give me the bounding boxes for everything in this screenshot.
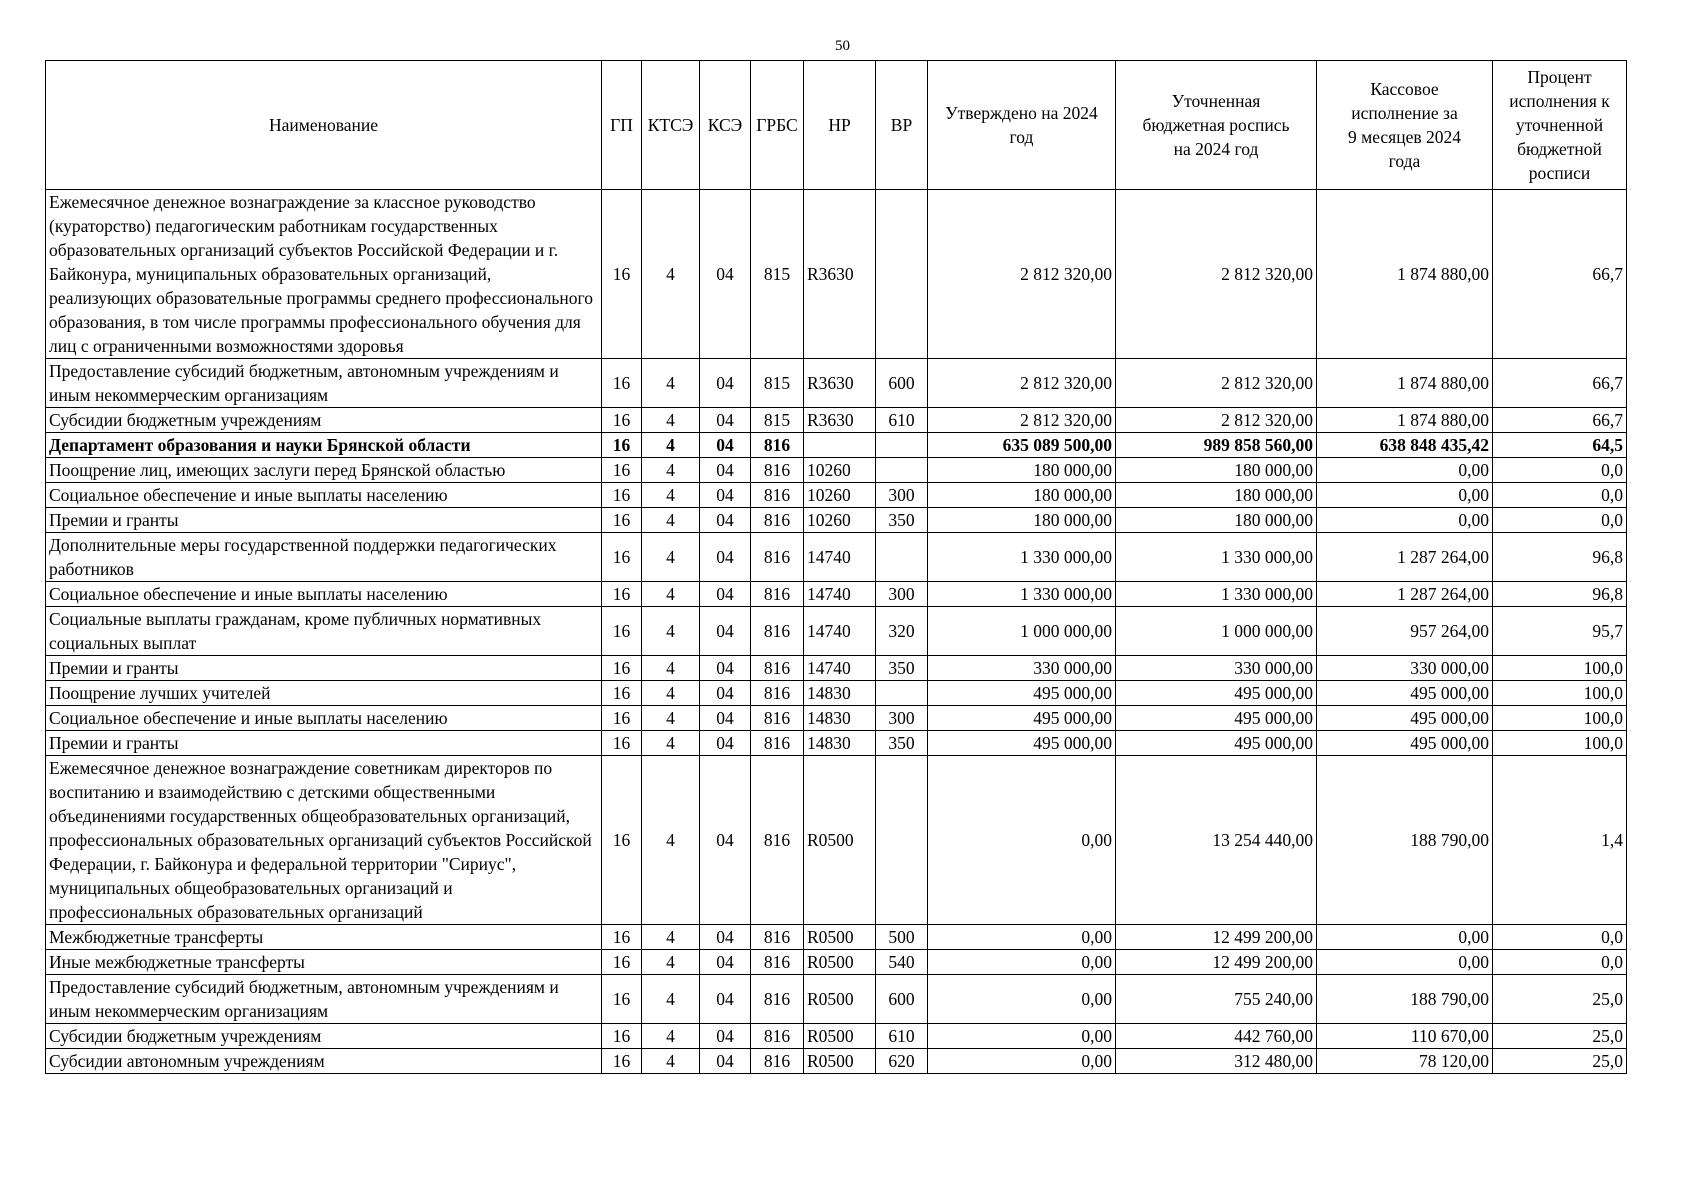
cell-percent: 0,0 — [1493, 508, 1627, 533]
cell-grbs: 816 — [751, 607, 804, 656]
cell-percent: 66,7 — [1493, 190, 1627, 359]
header-approved: Утверждено на 2024 год — [928, 61, 1116, 190]
cell-ktse: 4 — [642, 1049, 700, 1074]
cell-percent: 66,7 — [1493, 408, 1627, 433]
cell-grbs: 816 — [751, 483, 804, 508]
cell-refined: 2 812 320,00 — [1116, 408, 1317, 433]
cell-cash: 1 874 880,00 — [1317, 359, 1493, 408]
header-gp: ГП — [602, 61, 642, 190]
cell-percent: 100,0 — [1493, 731, 1627, 756]
cell-approved: 0,00 — [928, 950, 1116, 975]
cell-kse: 04 — [700, 190, 751, 359]
cell-ktse: 4 — [642, 975, 700, 1024]
cell-gp: 16 — [602, 359, 642, 408]
cell-refined: 442 760,00 — [1116, 1024, 1317, 1049]
cell-gp: 16 — [602, 975, 642, 1024]
table-row — [46, 731, 1627, 756]
cell-cash: 0,00 — [1317, 483, 1493, 508]
cell-cash: 188 790,00 — [1317, 756, 1493, 925]
cell-name: Предоставление субсидий бюджетным, автономным учреждениям и иным некоммерческим организациям — [46, 975, 602, 1024]
cell-kse: 04 — [700, 607, 751, 656]
table-row — [46, 359, 1627, 408]
cell-grbs: 815 — [751, 190, 804, 359]
cell-name: Поощрение лучших учителей — [46, 681, 602, 706]
cell-kse: 04 — [700, 706, 751, 731]
cell-vr — [876, 433, 928, 458]
cell-percent: 100,0 — [1493, 656, 1627, 681]
cell-gp: 16 — [602, 1024, 642, 1049]
cell-approved: 330 000,00 — [928, 656, 1116, 681]
cell-vr: 600 — [876, 359, 928, 408]
cell-grbs: 815 — [751, 408, 804, 433]
cell-np: 14740 — [804, 607, 876, 656]
cell-refined: 1 000 000,00 — [1116, 607, 1317, 656]
cell-grbs: 816 — [751, 925, 804, 950]
cell-approved: 495 000,00 — [928, 681, 1116, 706]
cell-name: Ежемесячное денежное вознаграждение советникам директоров по воспитанию и взаимодействию с детскими общественными объединениями государственных общеобразовательных организаций, профессиональных образовательных организаций субъектов Российской Федерации, г. Байконура и федеральной территории "Сириус", муниципальных общеобразовательных организаций и профессиональных образовательных организаций — [46, 756, 602, 925]
cell-cash: 110 670,00 — [1317, 1024, 1493, 1049]
cell-percent: 64,5 — [1493, 433, 1627, 458]
cell-kse: 04 — [700, 1049, 751, 1074]
cell-name: Субсидии автономным учреждениям — [46, 1049, 602, 1074]
cell-approved: 1 330 000,00 — [928, 533, 1116, 582]
cell-np: 14830 — [804, 731, 876, 756]
cell-cash: 495 000,00 — [1317, 731, 1493, 756]
cell-name: Субсидии бюджетным учреждениям — [46, 408, 602, 433]
cell-kse: 04 — [700, 408, 751, 433]
cell-refined: 13 254 440,00 — [1116, 756, 1317, 925]
cell-ktse: 4 — [642, 533, 700, 582]
cell-vr — [876, 533, 928, 582]
cell-vr: 320 — [876, 607, 928, 656]
cell-refined: 1 330 000,00 — [1116, 533, 1317, 582]
cell-vr: 500 — [876, 925, 928, 950]
cell-gp: 16 — [602, 1049, 642, 1074]
cell-cash: 638 848 435,42 — [1317, 433, 1493, 458]
table-row — [46, 975, 1627, 1024]
cell-grbs: 816 — [751, 508, 804, 533]
cell-percent: 100,0 — [1493, 706, 1627, 731]
cell-vr: 300 — [876, 706, 928, 731]
budget-table — [45, 60, 1627, 1074]
cell-grbs: 816 — [751, 533, 804, 582]
table-row — [46, 483, 1627, 508]
cell-cash: 1 874 880,00 — [1317, 190, 1493, 359]
cell-refined: 12 499 200,00 — [1116, 950, 1317, 975]
cell-cash: 957 264,00 — [1317, 607, 1493, 656]
cell-vr: 620 — [876, 1049, 928, 1074]
cell-vr: 300 — [876, 483, 928, 508]
cell-refined: 495 000,00 — [1116, 706, 1317, 731]
cell-kse: 04 — [700, 1024, 751, 1049]
cell-refined: 495 000,00 — [1116, 731, 1317, 756]
page-number: 50 — [835, 38, 850, 54]
cell-percent: 66,7 — [1493, 359, 1627, 408]
cell-name: Премии и гранты — [46, 656, 602, 681]
table-row — [46, 925, 1627, 950]
cell-np: 14740 — [804, 533, 876, 582]
cell-vr: 610 — [876, 1024, 928, 1049]
cell-refined: 495 000,00 — [1116, 681, 1317, 706]
cell-kse: 04 — [700, 582, 751, 607]
table-row — [46, 706, 1627, 731]
cell-name: Социальное обеспечение и иные выплаты населению — [46, 483, 602, 508]
cell-refined: 989 858 560,00 — [1116, 433, 1317, 458]
cell-grbs: 816 — [751, 975, 804, 1024]
table-row — [46, 681, 1627, 706]
cell-vr: 540 — [876, 950, 928, 975]
cell-cash: 0,00 — [1317, 508, 1493, 533]
cell-approved: 0,00 — [928, 975, 1116, 1024]
cell-grbs: 816 — [751, 1024, 804, 1049]
cell-name: Департамент образования и науки Брянской области — [46, 433, 602, 458]
cell-approved: 1 330 000,00 — [928, 582, 1116, 607]
table-row — [46, 607, 1627, 656]
cell-ktse: 4 — [642, 408, 700, 433]
header-percent: Процент исполнения к уточненной бюджетной росписи — [1493, 61, 1627, 190]
cell-kse: 04 — [700, 756, 751, 925]
cell-refined: 180 000,00 — [1116, 458, 1317, 483]
cell-kse: 04 — [700, 950, 751, 975]
cell-kse: 04 — [700, 656, 751, 681]
cell-np: R0500 — [804, 975, 876, 1024]
cell-np: R0500 — [804, 950, 876, 975]
cell-grbs: 816 — [751, 756, 804, 925]
cell-ktse: 4 — [642, 433, 700, 458]
header-row — [46, 61, 1627, 190]
cell-cash: 495 000,00 — [1317, 681, 1493, 706]
cell-gp: 16 — [602, 433, 642, 458]
cell-np: R0500 — [804, 1024, 876, 1049]
cell-gp: 16 — [602, 508, 642, 533]
cell-vr: 610 — [876, 408, 928, 433]
header-cash: Кассовое исполнение за 9 месяцев 2024 года — [1317, 61, 1493, 190]
cell-np: 14830 — [804, 681, 876, 706]
cell-approved: 0,00 — [928, 925, 1116, 950]
cell-kse: 04 — [700, 433, 751, 458]
cell-refined: 330 000,00 — [1116, 656, 1317, 681]
cell-ktse: 4 — [642, 925, 700, 950]
cell-name: Предоставление субсидий бюджетным, автономным учреждениям и иным некоммерческим организациям — [46, 359, 602, 408]
cell-np: R0500 — [804, 925, 876, 950]
header-np: НР — [804, 61, 876, 190]
cell-name: Социальное обеспечение и иные выплаты населению — [46, 706, 602, 731]
cell-approved: 1 000 000,00 — [928, 607, 1116, 656]
cell-gp: 16 — [602, 408, 642, 433]
cell-np — [804, 433, 876, 458]
header-kse: КСЭ — [700, 61, 751, 190]
cell-vr — [876, 756, 928, 925]
cell-cash: 1 874 880,00 — [1317, 408, 1493, 433]
cell-vr: 600 — [876, 975, 928, 1024]
cell-np: 10260 — [804, 483, 876, 508]
cell-approved: 180 000,00 — [928, 483, 1116, 508]
table-row — [46, 508, 1627, 533]
cell-grbs: 816 — [751, 950, 804, 975]
table-row — [46, 582, 1627, 607]
cell-cash: 188 790,00 — [1317, 975, 1493, 1024]
cell-percent: 95,7 — [1493, 607, 1627, 656]
cell-np: 14740 — [804, 582, 876, 607]
table-row — [46, 190, 1627, 359]
cell-ktse: 4 — [642, 582, 700, 607]
table-row — [46, 433, 1627, 458]
cell-gp: 16 — [602, 607, 642, 656]
cell-np: 10260 — [804, 508, 876, 533]
cell-approved: 0,00 — [928, 1024, 1116, 1049]
cell-approved: 2 812 320,00 — [928, 359, 1116, 408]
cell-approved: 180 000,00 — [928, 458, 1116, 483]
table-row — [46, 950, 1627, 975]
cell-vr: 350 — [876, 656, 928, 681]
cell-refined: 2 812 320,00 — [1116, 359, 1317, 408]
cell-gp: 16 — [602, 950, 642, 975]
cell-name: Субсидии бюджетным учреждениям — [46, 1024, 602, 1049]
cell-refined: 1 330 000,00 — [1116, 582, 1317, 607]
cell-cash: 0,00 — [1317, 925, 1493, 950]
table-row — [46, 1024, 1627, 1049]
cell-approved: 495 000,00 — [928, 731, 1116, 756]
cell-np: R0500 — [804, 756, 876, 925]
cell-gp: 16 — [602, 656, 642, 681]
cell-cash: 495 000,00 — [1317, 706, 1493, 731]
cell-kse: 04 — [700, 458, 751, 483]
table-row — [46, 458, 1627, 483]
cell-name: Премии и гранты — [46, 731, 602, 756]
cell-kse: 04 — [700, 483, 751, 508]
cell-kse: 04 — [700, 925, 751, 950]
cell-approved: 0,00 — [928, 1049, 1116, 1074]
cell-grbs: 816 — [751, 706, 804, 731]
cell-kse: 04 — [700, 359, 751, 408]
cell-percent: 96,8 — [1493, 582, 1627, 607]
cell-ktse: 4 — [642, 359, 700, 408]
cell-gp: 16 — [602, 706, 642, 731]
cell-percent: 0,0 — [1493, 950, 1627, 975]
cell-ktse: 4 — [642, 681, 700, 706]
cell-cash: 1 287 264,00 — [1317, 582, 1493, 607]
cell-name: Социальные выплаты гражданам, кроме публичных нормативных социальных выплат — [46, 607, 602, 656]
cell-gp: 16 — [602, 731, 642, 756]
cell-gp: 16 — [602, 681, 642, 706]
cell-cash: 330 000,00 — [1317, 656, 1493, 681]
cell-name: Дополнительные меры государственной поддержки педагогических работников — [46, 533, 602, 582]
cell-refined: 12 499 200,00 — [1116, 925, 1317, 950]
cell-percent: 0,0 — [1493, 483, 1627, 508]
cell-grbs: 816 — [751, 1049, 804, 1074]
cell-ktse: 4 — [642, 756, 700, 925]
cell-grbs: 816 — [751, 656, 804, 681]
cell-vr: 300 — [876, 582, 928, 607]
cell-gp: 16 — [602, 582, 642, 607]
cell-ktse: 4 — [642, 483, 700, 508]
cell-ktse: 4 — [642, 656, 700, 681]
cell-name: Премии и гранты — [46, 508, 602, 533]
cell-kse: 04 — [700, 508, 751, 533]
cell-np: 10260 — [804, 458, 876, 483]
header-name: Наименование — [46, 61, 602, 190]
cell-gp: 16 — [602, 756, 642, 925]
table-row — [46, 533, 1627, 582]
cell-approved: 2 812 320,00 — [928, 408, 1116, 433]
cell-np: R0500 — [804, 1049, 876, 1074]
cell-gp: 16 — [602, 458, 642, 483]
header-vr: ВР — [876, 61, 928, 190]
header-refined: Уточненная бюджетная роспись на 2024 год — [1116, 61, 1317, 190]
cell-cash: 1 287 264,00 — [1317, 533, 1493, 582]
cell-grbs: 816 — [751, 433, 804, 458]
cell-vr: 350 — [876, 731, 928, 756]
cell-kse: 04 — [700, 533, 751, 582]
cell-approved: 180 000,00 — [928, 508, 1116, 533]
cell-percent: 25,0 — [1493, 975, 1627, 1024]
cell-grbs: 816 — [751, 458, 804, 483]
cell-ktse: 4 — [642, 458, 700, 483]
header-grbs: ГРБС — [751, 61, 804, 190]
cell-refined: 2 812 320,00 — [1116, 190, 1317, 359]
cell-percent: 96,8 — [1493, 533, 1627, 582]
cell-percent: 1,4 — [1493, 756, 1627, 925]
cell-kse: 04 — [700, 975, 751, 1024]
cell-gp: 16 — [602, 533, 642, 582]
cell-grbs: 816 — [751, 681, 804, 706]
cell-ktse: 4 — [642, 950, 700, 975]
cell-gp: 16 — [602, 190, 642, 359]
cell-cash: 0,00 — [1317, 950, 1493, 975]
cell-name: Иные межбюджетные трансферты — [46, 950, 602, 975]
cell-gp: 16 — [602, 925, 642, 950]
cell-approved: 0,00 — [928, 756, 1116, 925]
cell-vr — [876, 458, 928, 483]
cell-approved: 635 089 500,00 — [928, 433, 1116, 458]
cell-refined: 755 240,00 — [1116, 975, 1317, 1024]
cell-name: Межбюджетные трансферты — [46, 925, 602, 950]
cell-ktse: 4 — [642, 607, 700, 656]
cell-np: 14830 — [804, 706, 876, 731]
cell-grbs: 815 — [751, 359, 804, 408]
cell-np: R3630 — [804, 190, 876, 359]
cell-np: 14740 — [804, 656, 876, 681]
cell-vr — [876, 190, 928, 359]
cell-approved: 495 000,00 — [928, 706, 1116, 731]
cell-refined: 312 480,00 — [1116, 1049, 1317, 1074]
cell-percent: 0,0 — [1493, 925, 1627, 950]
table-row — [46, 1049, 1627, 1074]
cell-refined: 180 000,00 — [1116, 483, 1317, 508]
cell-approved: 2 812 320,00 — [928, 190, 1116, 359]
cell-gp: 16 — [602, 483, 642, 508]
cell-ktse: 4 — [642, 731, 700, 756]
cell-kse: 04 — [700, 681, 751, 706]
cell-vr — [876, 681, 928, 706]
cell-np: R3630 — [804, 408, 876, 433]
cell-refined: 180 000,00 — [1116, 508, 1317, 533]
header-ktse: КТСЭ — [642, 61, 700, 190]
table-row — [46, 408, 1627, 433]
cell-percent: 25,0 — [1493, 1049, 1627, 1074]
cell-ktse: 4 — [642, 706, 700, 731]
cell-vr: 350 — [876, 508, 928, 533]
cell-grbs: 816 — [751, 731, 804, 756]
cell-ktse: 4 — [642, 190, 700, 359]
cell-percent: 100,0 — [1493, 681, 1627, 706]
cell-name: Ежемесячное денежное вознаграждение за классное руководство (кураторство) педагогическим работникам государственных образовательных организаций субъектов Российской Федерации и г. Байконура, муниципальных образовательных организаций, реализующих образовательные программы среднего профессионального образования, в том числе программы профессионального обучения для лиц с ограниченными возможностями здоровья — [46, 190, 602, 359]
table-row — [46, 756, 1627, 925]
cell-name: Социальное обеспечение и иные выплаты населению — [46, 582, 602, 607]
cell-np: R3630 — [804, 359, 876, 408]
cell-kse: 04 — [700, 731, 751, 756]
cell-percent: 0,0 — [1493, 458, 1627, 483]
cell-percent: 25,0 — [1493, 1024, 1627, 1049]
table-row — [46, 656, 1627, 681]
cell-ktse: 4 — [642, 508, 700, 533]
cell-grbs: 816 — [751, 582, 804, 607]
cell-name: Поощрение лиц, имеющих заслуги перед Брянской областью — [46, 458, 602, 483]
cell-cash: 0,00 — [1317, 458, 1493, 483]
cell-cash: 78 120,00 — [1317, 1049, 1493, 1074]
cell-ktse: 4 — [642, 1024, 700, 1049]
